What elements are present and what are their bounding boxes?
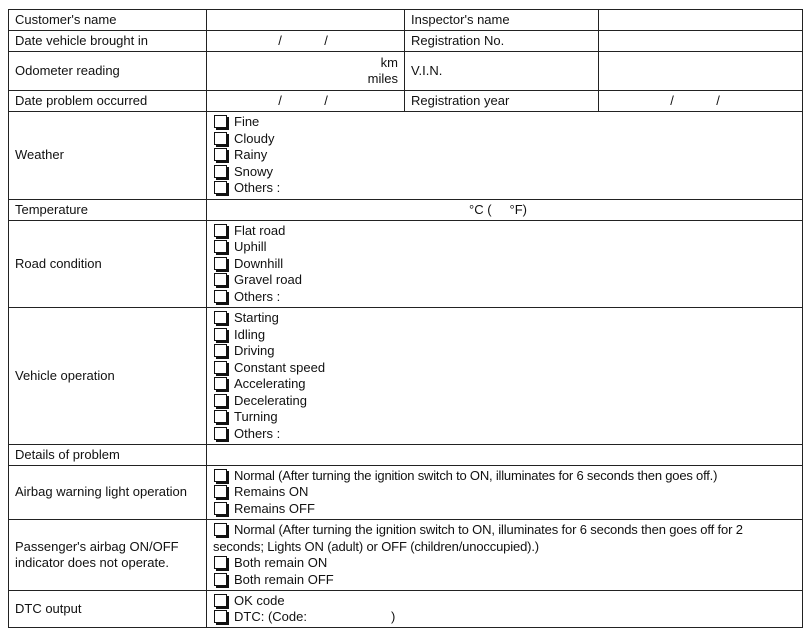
weather-option-cloudy: Cloudy	[234, 130, 275, 146]
option-row[interactable]	[213, 327, 796, 344]
option-row[interactable]	[213, 393, 796, 410]
date-separator: /	[716, 92, 720, 108]
inspectors-name-label: Inspector's name	[405, 10, 599, 31]
option-row[interactable]	[213, 180, 796, 197]
road-condition-options	[207, 221, 803, 308]
checkbox[interactable]	[214, 240, 227, 253]
date-separator: /	[670, 92, 674, 108]
date-separator: /	[324, 92, 328, 108]
passenger-airbag-label-line2: indicator does not operate.	[15, 555, 169, 570]
operation-option-driving: Driving	[234, 343, 275, 358]
vehicle-operation-row	[9, 308, 803, 445]
operation-option-turning: Turning	[234, 409, 278, 424]
celsius-unit: °C (	[469, 201, 492, 217]
dtc-option-code: DTC: (Code:	[234, 609, 307, 624]
weather-option-others: Others :	[234, 180, 281, 196]
date-brought-field[interactable]	[207, 31, 405, 52]
option-row[interactable]	[213, 426, 796, 443]
customer-row	[9, 10, 803, 31]
passenger-airbag-label	[9, 520, 207, 591]
checkbox[interactable]	[214, 485, 227, 498]
option-row[interactable]	[213, 114, 796, 131]
km-unit: km	[380, 54, 398, 70]
option-row[interactable]	[213, 484, 796, 501]
registration-year-field[interactable]	[599, 91, 803, 112]
option-row[interactable]	[213, 468, 796, 485]
weather-label: Weather	[9, 112, 207, 200]
details-row	[9, 445, 803, 466]
checkbox[interactable]	[214, 361, 227, 374]
checkbox[interactable]	[214, 181, 227, 194]
operation-option-others: Others :	[234, 425, 281, 441]
checkbox[interactable]	[214, 394, 227, 407]
option-row[interactable]	[213, 164, 796, 181]
option-row[interactable]	[213, 131, 796, 148]
checkbox[interactable]	[214, 469, 227, 482]
option-row[interactable]	[213, 343, 796, 360]
checkbox[interactable]	[214, 115, 227, 128]
airbag-light-label: Airbag warning light operation	[9, 466, 207, 520]
customers-name-label: Customer's name	[9, 10, 207, 31]
road-option-uphill: Uphill	[234, 239, 267, 255]
option-row[interactable]	[213, 289, 796, 306]
option-row[interactable]	[213, 376, 796, 393]
option-row[interactable]	[213, 256, 796, 273]
registration-year-label: Registration year	[405, 91, 599, 112]
option-row[interactable]	[213, 360, 796, 377]
checkbox[interactable]	[214, 344, 227, 357]
checkbox[interactable]	[214, 410, 227, 423]
operation-option-constant-speed: Constant speed	[234, 359, 326, 375]
passenger-option-normal: Normal (After turning the ignition switch to ON, illuminates for 6 seconds then goes off for 2 seconds; Lights ON (adult) or OFF (children/unoccupied).)	[213, 522, 743, 554]
details-field[interactable]	[207, 445, 803, 466]
option-row[interactable]	[213, 593, 796, 610]
date-problem-label: Date problem occurred	[9, 91, 207, 112]
checkbox[interactable]	[214, 165, 227, 178]
road-option-gravel: Gravel road	[234, 272, 302, 288]
operation-option-decelerating: Decelerating	[234, 392, 307, 408]
odometer-row	[9, 52, 803, 91]
weather-options	[207, 112, 803, 200]
inspection-form	[8, 9, 803, 628]
odometer-label: Odometer reading	[9, 52, 207, 91]
checkbox[interactable]	[214, 148, 227, 161]
weather-option-snowy: Snowy	[234, 163, 274, 179]
passenger-option-both-on: Both remain ON	[234, 555, 328, 570]
checkbox[interactable]	[214, 311, 227, 324]
option-row[interactable]	[213, 522, 796, 555]
checkbox[interactable]	[214, 328, 227, 341]
operation-option-idling: Idling	[234, 326, 266, 342]
weather-row	[9, 112, 803, 200]
option-row[interactable]	[213, 223, 796, 240]
checkbox[interactable]	[214, 273, 227, 286]
miles-unit: miles	[367, 71, 398, 86]
airbag-option-remains-on: Remains ON	[234, 484, 309, 500]
checkbox[interactable]	[214, 502, 227, 515]
checkbox[interactable]	[214, 290, 227, 303]
operation-option-starting: Starting	[234, 310, 279, 325]
checkbox[interactable]	[214, 523, 227, 536]
vehicle-operation-label: Vehicle operation	[9, 308, 207, 445]
checkbox[interactable]	[214, 257, 227, 270]
checkbox[interactable]	[214, 427, 227, 440]
odometer-field[interactable]	[207, 52, 405, 91]
dtc-row	[9, 591, 803, 628]
dtc-option-ok: OK code	[234, 592, 285, 608]
customers-name-field[interactable]	[207, 10, 405, 31]
checkbox[interactable]	[214, 573, 227, 586]
passenger-option-both-off: Both remain OFF	[234, 571, 334, 587]
option-row[interactable]	[213, 555, 796, 572]
option-row[interactable]	[213, 501, 796, 518]
date-problem-field[interactable]	[207, 91, 405, 112]
date-brought-label: Date vehicle brought in	[9, 31, 207, 52]
temperature-label: Temperature	[9, 200, 207, 221]
checkbox[interactable]	[214, 610, 227, 623]
airbag-light-row	[9, 466, 803, 520]
date-brought-row	[9, 31, 803, 52]
checkbox[interactable]	[214, 224, 227, 237]
checkbox[interactable]	[214, 377, 227, 390]
airbag-light-options	[207, 466, 803, 520]
weather-option-fine: Fine	[234, 114, 260, 130]
dtc-code-close: )	[390, 609, 396, 624]
checkbox[interactable]	[214, 556, 227, 569]
checkbox[interactable]	[214, 594, 227, 607]
road-option-flat: Flat road	[234, 222, 286, 238]
vin-field[interactable]	[599, 52, 803, 91]
temperature-row	[9, 200, 803, 221]
checkbox[interactable]	[214, 132, 227, 145]
dtc-label: DTC output	[9, 591, 207, 628]
date-separator: /	[278, 92, 282, 108]
road-condition-label: Road condition	[9, 221, 207, 308]
option-row[interactable]	[213, 147, 796, 164]
weather-option-rainy: Rainy	[234, 147, 268, 163]
date-problem-row	[9, 91, 803, 112]
passenger-airbag-row	[9, 520, 803, 591]
option-row[interactable]	[213, 609, 796, 626]
details-label: Details of problem	[9, 445, 207, 466]
date-separator: /	[278, 32, 282, 48]
vehicle-operation-options	[207, 308, 803, 445]
temperature-field[interactable]	[207, 200, 803, 221]
option-row[interactable]	[213, 409, 796, 426]
airbag-option-remains-off: Remains OFF	[234, 500, 315, 516]
registration-no-field[interactable]	[599, 31, 803, 52]
vin-label: V.I.N.	[405, 52, 599, 91]
road-option-others: Others :	[234, 288, 281, 304]
passenger-airbag-options	[207, 520, 803, 591]
option-row[interactable]	[213, 572, 796, 589]
option-row[interactable]	[213, 272, 796, 289]
airbag-option-normal: Normal (After turning the ignition switch to ON, illuminates for 6 seconds then goes off.)	[234, 467, 718, 483]
road-option-downhill: Downhill	[234, 255, 284, 271]
dtc-options	[207, 591, 803, 628]
inspectors-name-field[interactable]	[599, 10, 803, 31]
passenger-airbag-label-line1: Passenger's airbag ON/OFF	[15, 538, 179, 554]
fahrenheit-unit: °F)	[509, 201, 527, 217]
option-row[interactable]	[213, 239, 796, 256]
option-row[interactable]	[213, 310, 796, 327]
road-condition-row	[9, 221, 803, 308]
registration-no-label: Registration No.	[405, 31, 599, 52]
date-separator: /	[324, 32, 328, 48]
operation-option-accelerating: Accelerating	[234, 376, 306, 391]
